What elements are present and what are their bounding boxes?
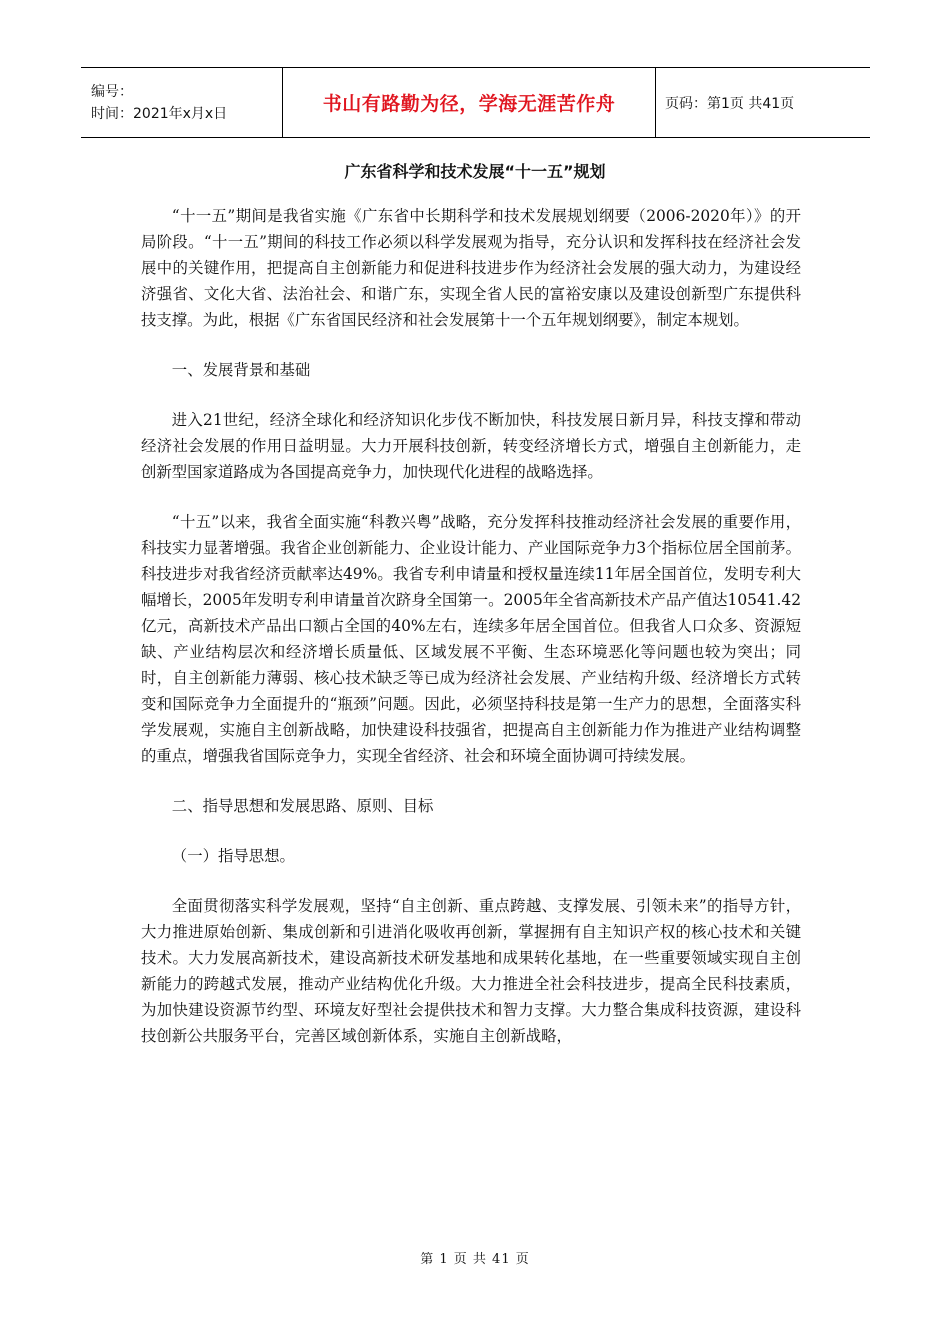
section-heading-2: 二、指导思想和发展思路、原则、目标 xyxy=(171,797,434,815)
time-label: 时间：2021年x月x日 xyxy=(91,105,228,122)
number-label: 编号： xyxy=(91,83,133,100)
paragraph-intro: “十一五”期间是我省实施《广东省中长期科学和技术发展规划纲要（2006-2020年）》的开局阶段。“十一五”期间的科技工作必须以科学发展观为指导，充分认识和发挥科技在经济社会发展中的关键作用，把提高自主创新能力和促进科技进步作为经济社会发展的强大动力，为建设经济强省、文化大省、法治社会、和谐广东，实现全省人民的富裕安康以及建设创新型广东提供科技支撑。为此，根据《广东省国民经济和社会发展第十一个五年规划纲要》，制定本规划。 xyxy=(141,207,801,329)
document-body xyxy=(141,203,801,1049)
document-header xyxy=(81,67,870,138)
header-meta xyxy=(81,68,283,137)
paragraph-guiding-thought: 全面贯彻落实科学发展观，坚持“自主创新、重点跨越、支撑发展、引领未来”的指导方针，大力推进原始创新、集成创新和引进消化吸收再创新，掌握拥有自主知识产权的核心技术和关键技术。大力发展高新技术，建设高新技术研发基地和成果转化基地，在一些重要领域实现自主创新能力的跨越式发展，推动产业结构优化升级。大力推进全社会科技进步，提高全民科技素质，为加快建设资源节约型、环境友好型社会提供技术和智力支撑。大力整合集成科技资源，建设科技创新公共服务平台，完善区域创新体系，实施自主创新战略， xyxy=(141,897,801,1045)
paragraph-background: 进入21世纪，经济全球化和经济知识化步伐不断加快，科技发展日新月异，科技支撑和带动经济社会发展的作用日益明显。大力开展科技创新，转变经济增长方式，增强自主创新能力，走创新型国家道路成为各国提高竞争力，加快现代化进程的战略选择。 xyxy=(141,411,801,481)
paragraph-achievements: “十五”以来，我省全面实施“科教兴粤”战略，充分发挥科技推动经济社会发展的重要作用，科技实力显著增强。我省企业创新能力、企业设计能力、产业国际竞争力3个指标位居全国前茅。科技进步对我省经济贡献率达49%。我省专利申请量和授权量连续11年居全国首位，发明专利大幅增长，2005年发明专利申请量首次跻身全国第一。2005年全省高新技术产品产值达10541.42亿元，高新技术产品出口额占全国的40%左右，连续多年居全国首位。但我省人口众多、资源短缺、产业结构层次和经济增长质量低、区域发展不平衡、生态环境恶化等问题也较为突出；同时，自主创新能力薄弱、核心技术缺乏等已成为经济社会发展、产业结构升级、经济增长方式转变和国际竞争力全面提升的“瓶颈”问题。因此，必须坚持科技是第一生产力的思想，全面落实科学发展观，实施自主创新战略，加快建设科技强省，把提高自主创新能力作为推进产业结构调整的重点，增强我省国际竞争力，实现全省经济、社会和环境全面协调可持续发展。 xyxy=(141,513,801,765)
motto-text: 书山有路勤为径，学海无涯苦作舟 xyxy=(322,93,616,115)
header-motto-cell xyxy=(283,68,656,137)
page-info-text: 页码：第1页 共41页 xyxy=(665,95,795,112)
header-page-info xyxy=(656,68,870,137)
section-heading-1: 一、发展背景和基础 xyxy=(171,361,311,379)
subsection-heading-1: （一）指导思想。 xyxy=(171,847,295,865)
page-footer: 第 1 页 共 41 页 xyxy=(420,1252,530,1267)
document-title: 广东省科学和技术发展“十一五”规划 xyxy=(344,162,606,181)
